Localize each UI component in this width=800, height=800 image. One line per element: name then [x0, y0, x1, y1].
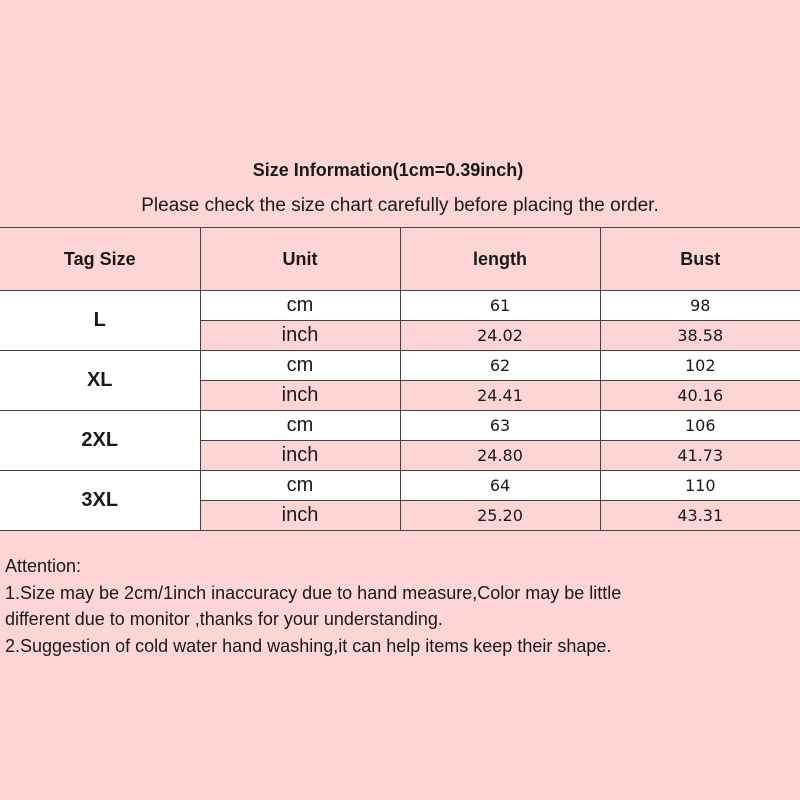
tag-size-cell: XL: [0, 351, 200, 411]
length-cell: 25.20: [400, 501, 600, 531]
unit-cell: cm: [200, 351, 400, 381]
table-row: [0, 351, 800, 381]
attention-notes: [5, 553, 795, 659]
bust-cell: 40.16: [600, 381, 800, 411]
tag-size-cell: L: [0, 291, 200, 351]
note-line-1: 1.Size may be 2cm/1inch inaccuracy due to hand measure,Color may be little: [5, 582, 622, 603]
length-cell: 61: [400, 291, 600, 321]
length-cell: 64: [400, 471, 600, 501]
tag-size-cell: 3XL: [0, 471, 200, 531]
unit-cell: inch: [200, 441, 400, 471]
length-cell: 62: [400, 351, 600, 381]
length-cell: 24.80: [400, 441, 600, 471]
attention-heading: Attention:: [5, 556, 82, 576]
column-header-unit: Unit: [200, 228, 400, 291]
page-subtitle: Please check the size chart carefully before placing the order.: [141, 195, 659, 216]
unit-cell: cm: [200, 471, 400, 501]
size-table: [0, 227, 800, 531]
bust-cell: 43.31: [600, 501, 800, 531]
note-line-1-continued: different due to monitor ,thanks for your understanding.: [5, 609, 443, 629]
page-title: Size Information(1cm=0.39inch): [252, 160, 524, 180]
tag-size-cell: 2XL: [0, 411, 200, 471]
table-header-row: [0, 228, 800, 291]
unit-cell: inch: [200, 321, 400, 351]
bust-cell: 41.73: [600, 441, 800, 471]
column-header-tag-size: Tag Size: [0, 228, 200, 291]
bust-cell: 98: [600, 291, 800, 321]
table-row: [0, 291, 800, 321]
length-cell: 24.41: [400, 381, 600, 411]
unit-cell: inch: [200, 501, 400, 531]
bust-cell: 110: [600, 471, 800, 501]
unit-cell: cm: [200, 291, 400, 321]
length-cell: 24.02: [400, 321, 600, 351]
unit-cell: cm: [200, 411, 400, 441]
bust-cell: 106: [600, 411, 800, 441]
bust-cell: 38.58: [600, 321, 800, 351]
column-header-length: length: [400, 228, 600, 291]
unit-cell: inch: [200, 381, 400, 411]
bust-cell: 102: [600, 351, 800, 381]
table-row: [0, 411, 800, 441]
column-header-bust: Bust: [600, 228, 800, 291]
length-cell: 63: [400, 411, 600, 441]
table-row: [0, 471, 800, 501]
note-line-2: 2.Suggestion of cold water hand washing,it can help items keep their shape.: [5, 635, 612, 656]
